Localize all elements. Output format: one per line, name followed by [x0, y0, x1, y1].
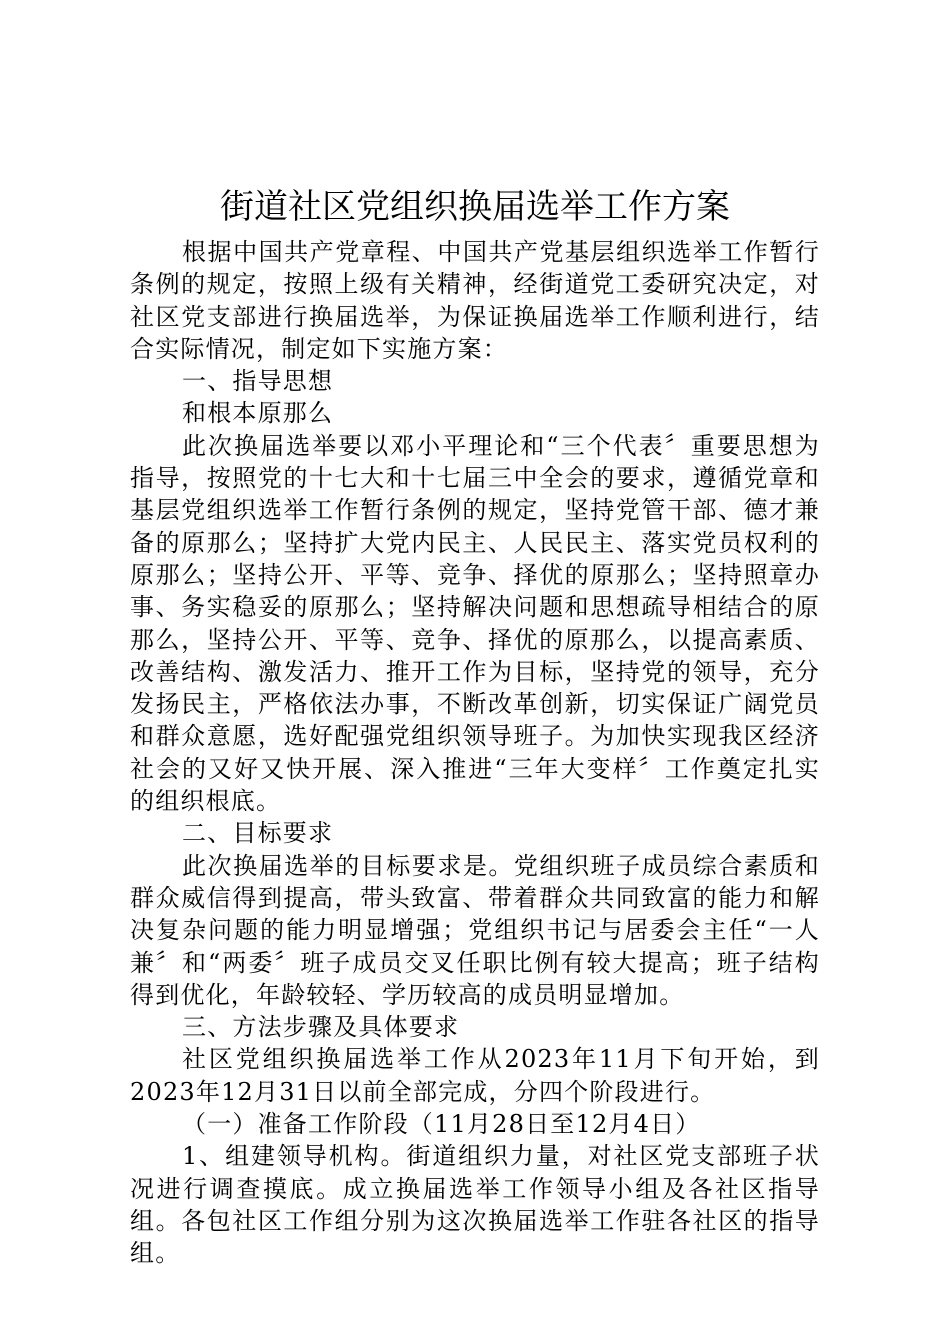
intro-paragraph: 根据中国共产党章程、中国共产党基层组织选举工作暂行条例的规定，按照上级有关精神，经街道党工委研究决定，对社区党支部进行换届选举，为保证换届选举工作顺利进行，结合实际情况，制定如下实施方案：: [130, 238, 820, 363]
subsection-heading-preparation: （一）准备工作阶段（11月28日至12月4日）: [182, 1110, 701, 1139]
section-heading-guiding-thought: 一、指导思想: [182, 367, 334, 396]
section-heading-goals: 二、目标要求: [182, 819, 334, 848]
guiding-thought-paragraph: 此次换届选举要以邓小平理论和“三个代表〞重要思想为指导，按照党的十七大和十七届三中全会的要求，遵循党章和基层党组织选举工作暂行条例的规定，坚持党管干部、德才兼备的原那么；坚持扩大党内民主、人民民主、落实党员权利的原那么；坚持公开、平等、竞争、择优的原那么；坚持照章办事、务实稳妥的原那么；坚持解决问题和思想疏导相结合的原那么，坚持公开、平等、竞争、择优的原那么，以提高素质、改善结构、激发活力、推开工作为目标，坚持党的领导，充分发扬民主，严格依法办事，不断改革创新，切实保证广阔党员和群众意愿，选好配强党组织领导班子。为加快实现我区经济社会的又好又快开展、深入推进“三年大变样〞工作奠定扎实的组织根底。: [130, 431, 820, 816]
schedule-paragraph: 社区党组织换届选举工作从2023年11月下旬开始，到2023年12月31日以前全部完成，分四个阶段进行。: [130, 1045, 820, 1106]
document-page: [130, 178, 820, 1270]
document-title: 街道社区党组织换届选举工作方案: [220, 187, 730, 227]
section-heading-methods: 三、方法步骤及具体要求: [182, 1013, 460, 1042]
section-heading-principles: 和根本原那么: [182, 399, 334, 428]
leadership-paragraph: 1、组建领导机构。街道组织力量，对社区党支部班子状况进行调查摸底。成立换届选举工作领导小组及各社区指导组。各包社区工作组分别为这次换届选举工作驻各社区的指导组。: [130, 1142, 820, 1268]
goals-paragraph: 此次换届选举的目标要求是。党组织班子成员综合素质和群众威信得到提高，带头致富、带着群众共同致富的能力和解决复杂问题的能力明显增强；党组织书记与居委会主任“一人兼〞和“两委〞班子成员交叉任职比例有较大提高；班子结构得到优化，年龄较轻、学历较高的成员明显增加。: [130, 851, 820, 1009]
